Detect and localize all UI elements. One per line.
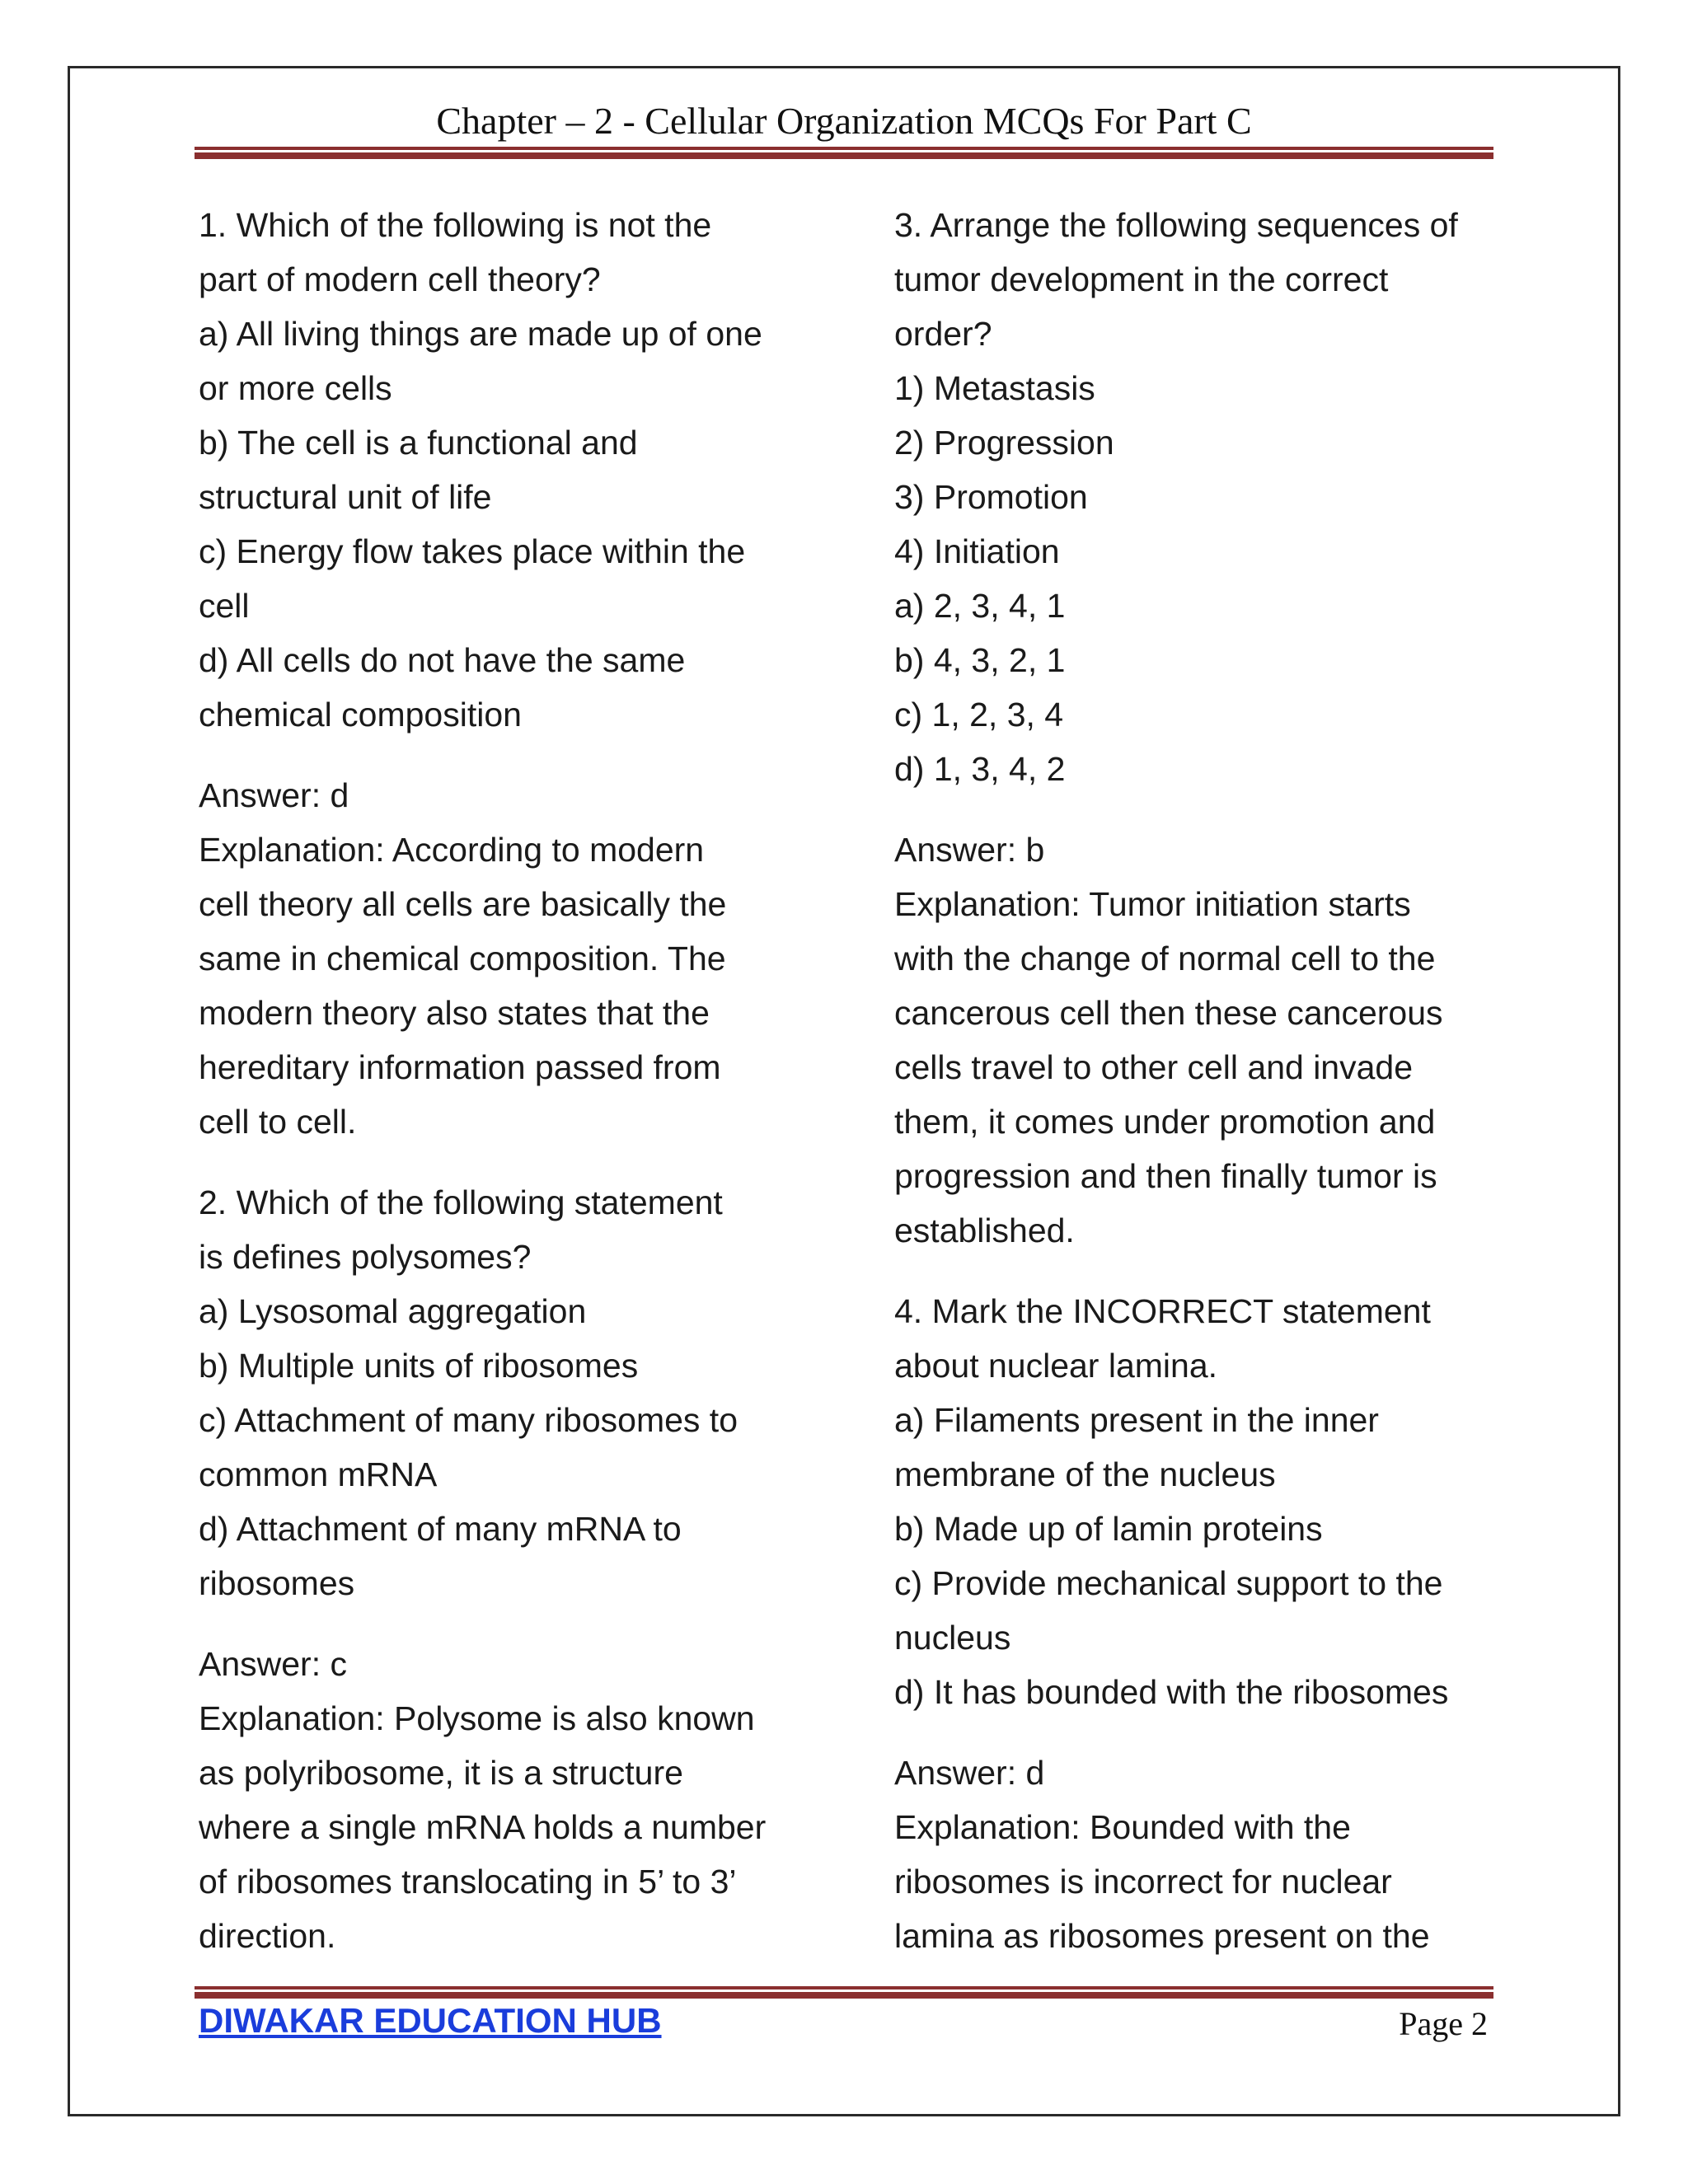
sequence-item: 4) Initiation (894, 532, 1060, 570)
question-text: 3. Arrange the following sequences of (894, 206, 1458, 244)
question-text: 4. Mark the INCORRECT statement (894, 1292, 1431, 1330)
question-3 (894, 198, 1521, 1258)
option-line: chemical composition (199, 696, 522, 733)
question-text: part of modern cell theory? (199, 260, 601, 298)
page-title: Chapter – 2 - Cellular Organization MCQs For Part C (436, 100, 1252, 142)
option-line: a) All living things are made up of one (199, 315, 762, 353)
option-line: or more cells (199, 369, 392, 407)
option-line: d) 1, 3, 4, 2 (894, 750, 1066, 788)
question-text: is defines polysomes? (199, 1238, 532, 1276)
explanation-line: established. (894, 1212, 1075, 1249)
option-line: d) All cells do not have the same (199, 641, 686, 679)
option-line: cell (199, 587, 250, 625)
sequence-item: 2) Progression (894, 424, 1114, 462)
explanation-line: where a single mRNA holds a number (199, 1808, 767, 1846)
publisher-link[interactable]: DIWAKAR EDUCATION HUB (199, 2001, 662, 2040)
question-text: about nuclear lamina. (894, 1347, 1218, 1385)
answer-label: Answer: c (199, 1645, 347, 1683)
option-line: d) It has bounded with the ribosomes (894, 1673, 1449, 1711)
explanation-line: with the change of normal cell to the (894, 940, 1436, 977)
option-line: c) Attachment of many ribosomes to (199, 1401, 738, 1439)
explanation-line: hereditary information passed from (199, 1048, 721, 1086)
answer-label: Answer: d (894, 1754, 1045, 1792)
question-text: 1. Which of the following is not the (199, 206, 712, 244)
question-text: 2. Which of the following statement (199, 1183, 723, 1221)
option-line: c) Provide mechanical support to the (894, 1564, 1443, 1602)
header-rule (195, 147, 1493, 159)
sequence-item: 3) Promotion (894, 478, 1088, 516)
explanation-line: cancerous cell then these cancerous (894, 994, 1443, 1032)
page-number: Page 2 (1399, 2005, 1488, 2042)
explanation-line: cells travel to other cell and invade (894, 1048, 1414, 1086)
sequence-item: 1) Metastasis (894, 369, 1095, 407)
right-column (894, 198, 1521, 1963)
question-4 (894, 1284, 1521, 1963)
explanation-line: ribosomes is incorrect for nuclear (894, 1863, 1392, 1900)
option-line: membrane of the nucleus (894, 1455, 1276, 1493)
explanation-line: same in chemical composition. The (199, 940, 726, 977)
option-line: b) The cell is a functional and (199, 424, 638, 462)
explanation-line: cell to cell. (199, 1103, 357, 1141)
option-line: c) Energy flow takes place within the (199, 532, 746, 570)
option-line: a) 2, 3, 4, 1 (894, 587, 1066, 625)
explanation-line: them, it comes under promotion and (894, 1103, 1436, 1141)
answer-label: Answer: d (199, 776, 349, 814)
explanation-line: cell theory all cells are basically the (199, 885, 727, 923)
option-line: nucleus (894, 1619, 1011, 1657)
explanation-line: direction. (199, 1917, 336, 1955)
explanation-line: Explanation: Bounded with the (894, 1808, 1351, 1846)
question-text: order? (894, 315, 992, 353)
option-line: a) Lysosomal aggregation (199, 1292, 587, 1330)
explanation-line: as polyribosome, it is a structure (199, 1754, 683, 1792)
explanation-line: Explanation: According to modern (199, 831, 705, 869)
option-line: b) 4, 3, 2, 1 (894, 641, 1066, 679)
option-line: ribosomes (199, 1564, 355, 1602)
option-line: d) Attachment of many mRNA to (199, 1510, 682, 1548)
option-line: a) Filaments present in the inner (894, 1401, 1379, 1439)
footer-rule (195, 1986, 1493, 1999)
explanation-line: lamina as ribosomes present on the (894, 1917, 1430, 1955)
explanation-line: Explanation: Tumor initiation starts (894, 885, 1411, 923)
explanation-line: of ribosomes translocating in 5’ to 3’ (199, 1863, 737, 1900)
question-2 (199, 1175, 825, 1963)
answer-label: Answer: b (894, 831, 1045, 869)
question-1 (199, 198, 825, 1149)
left-column (199, 198, 825, 1963)
option-line: structural unit of life (199, 478, 492, 516)
explanation-line: Explanation: Polysome is also known (199, 1699, 755, 1737)
explanation-line: modern theory also states that the (199, 994, 710, 1032)
option-line: b) Made up of lamin proteins (894, 1510, 1323, 1548)
option-line: common mRNA (199, 1455, 438, 1493)
option-line: b) Multiple units of ribosomes (199, 1347, 639, 1385)
question-text: tumor development in the correct (894, 260, 1389, 298)
option-line: c) 1, 2, 3, 4 (894, 696, 1064, 733)
explanation-line: progression and then finally tumor is (894, 1157, 1437, 1195)
